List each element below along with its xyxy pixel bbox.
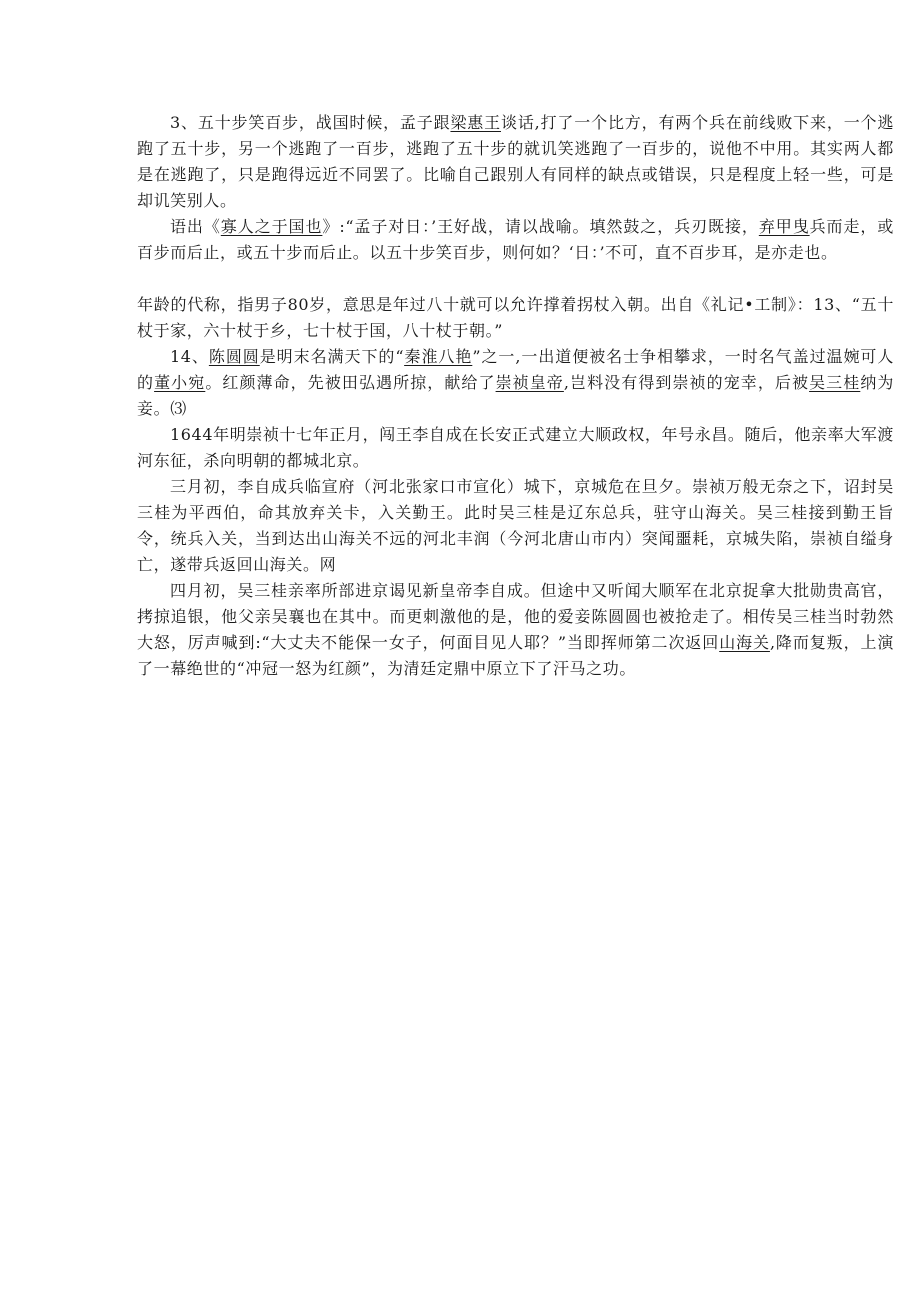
underlined-term: 秦淮八艳: [404, 347, 473, 366]
text-run: ,降而复叛，上演了一幕绝世的“冲冠一怒为红颜”，为清廷定鼎中原立下了汗马之功。: [137, 633, 894, 678]
paragraph-p6: [137, 474, 894, 578]
underlined-term: 梁惠王: [450, 113, 501, 132]
text-run: 三月初，李自成兵临宣府（河北张家口市宣化）城下，京城危在旦夕。崇祯万般无奈之下，诏封吴三桂为平西伯，命其放弃关卡，入关勤王。此时吴三桂是辽东总兵，驻守山海关。吴三桂接到勤王旨令，统兵入关，当到达出山海关不远的河北丰润（今河北唐山市内）突闻噩耗，京城失陷，崇祯自缢身亡，遂带兵返回山海关。网: [137, 477, 894, 574]
document-page: [137, 110, 894, 682]
text-run: ”之一,一出道便被名士争相攀求，一时名气盖过温婉可人的: [137, 347, 894, 392]
text-run: 14、: [170, 347, 209, 366]
text-run: 兵而走，或百步而后止，或五十步而后止。以五十步笑百步，则何如？‘日：’不可，直不百步耳，是亦走也。: [137, 217, 894, 262]
underlined-term: 山海关: [719, 633, 770, 652]
text-run: 3、五十步笑百步，战国时候，孟子跟: [170, 113, 451, 132]
text-run: 四月初，吴三桂亲率所部进京谒见新皇帝李自成。但途中又听闻大顺军在北京捉拿大批勋贵高官，拷掠追银，他父亲吴襄也在其中。而更刺激他的是，他的爱妾陈圆圆也被抢走了。相传吴三桂当时勃然大怒，厉声喊到:“大丈夫不能保一女子，何面目见人耶？”当即挥师第二次返回: [137, 581, 894, 652]
text-run: ,岂料没有得到崇祯的宠幸，后被: [563, 373, 810, 392]
underlined-term: 崇祯皇帝: [495, 373, 564, 392]
paragraph-p4: [137, 344, 894, 422]
text-run: 是明末名满天下的“: [259, 347, 405, 366]
text-run: 。红颜薄命，先被田弘遇所掠，献给了: [205, 373, 496, 392]
paragraph-p2: [137, 214, 894, 266]
text-run: 》:“孟子对日：’王好战，请以战喻。填然鼓之，兵刃既接，: [322, 217, 759, 236]
underlined-term: 吴三桂: [809, 373, 861, 392]
text-run: 谈话,打了一个比方，有两个兵在前线败下来，一个逃跑了五十步，另一个逃跑了一百步，逃跑了五十步的就讥笑逃跑了一百步的，说他不中用。其实两人都是在逃跑了，只是跑得远近不同罢了。比喻自己跟别人有同样的缺点或错误，只是程度上轻一些，可是却讥笑别人。: [137, 113, 894, 210]
text-run: 年龄的代称，指男子80岁，意思是年过八十就可以允许撑着拐杖入朝。出自《礼记•工制》：13、“五十杖于家，六十杖于乡，七十杖于国，八十杖于朝。”: [137, 295, 894, 340]
text-run: 1644年明崇祯十七年正月，闯王李自成在长安正式建立大顺政权，年号永昌。随后，他亲率大军渡河东征，杀向明朝的都城北京。: [137, 425, 894, 470]
paragraph-p3: [137, 292, 894, 344]
underlined-term: 寡人之于国也: [220, 217, 323, 236]
text-run: 语出《: [170, 217, 221, 236]
paragraph-p5: [137, 422, 894, 474]
underlined-term: 董小宛: [154, 373, 206, 392]
paragraph-gap: [137, 266, 894, 292]
text-run: 纳为妾。⑶: [137, 373, 894, 418]
underlined-term: 陈圆圆: [208, 347, 260, 366]
paragraph-p7: [137, 578, 894, 682]
paragraph-p1: [137, 110, 894, 214]
underlined-term: 弃甲曳: [758, 217, 810, 236]
